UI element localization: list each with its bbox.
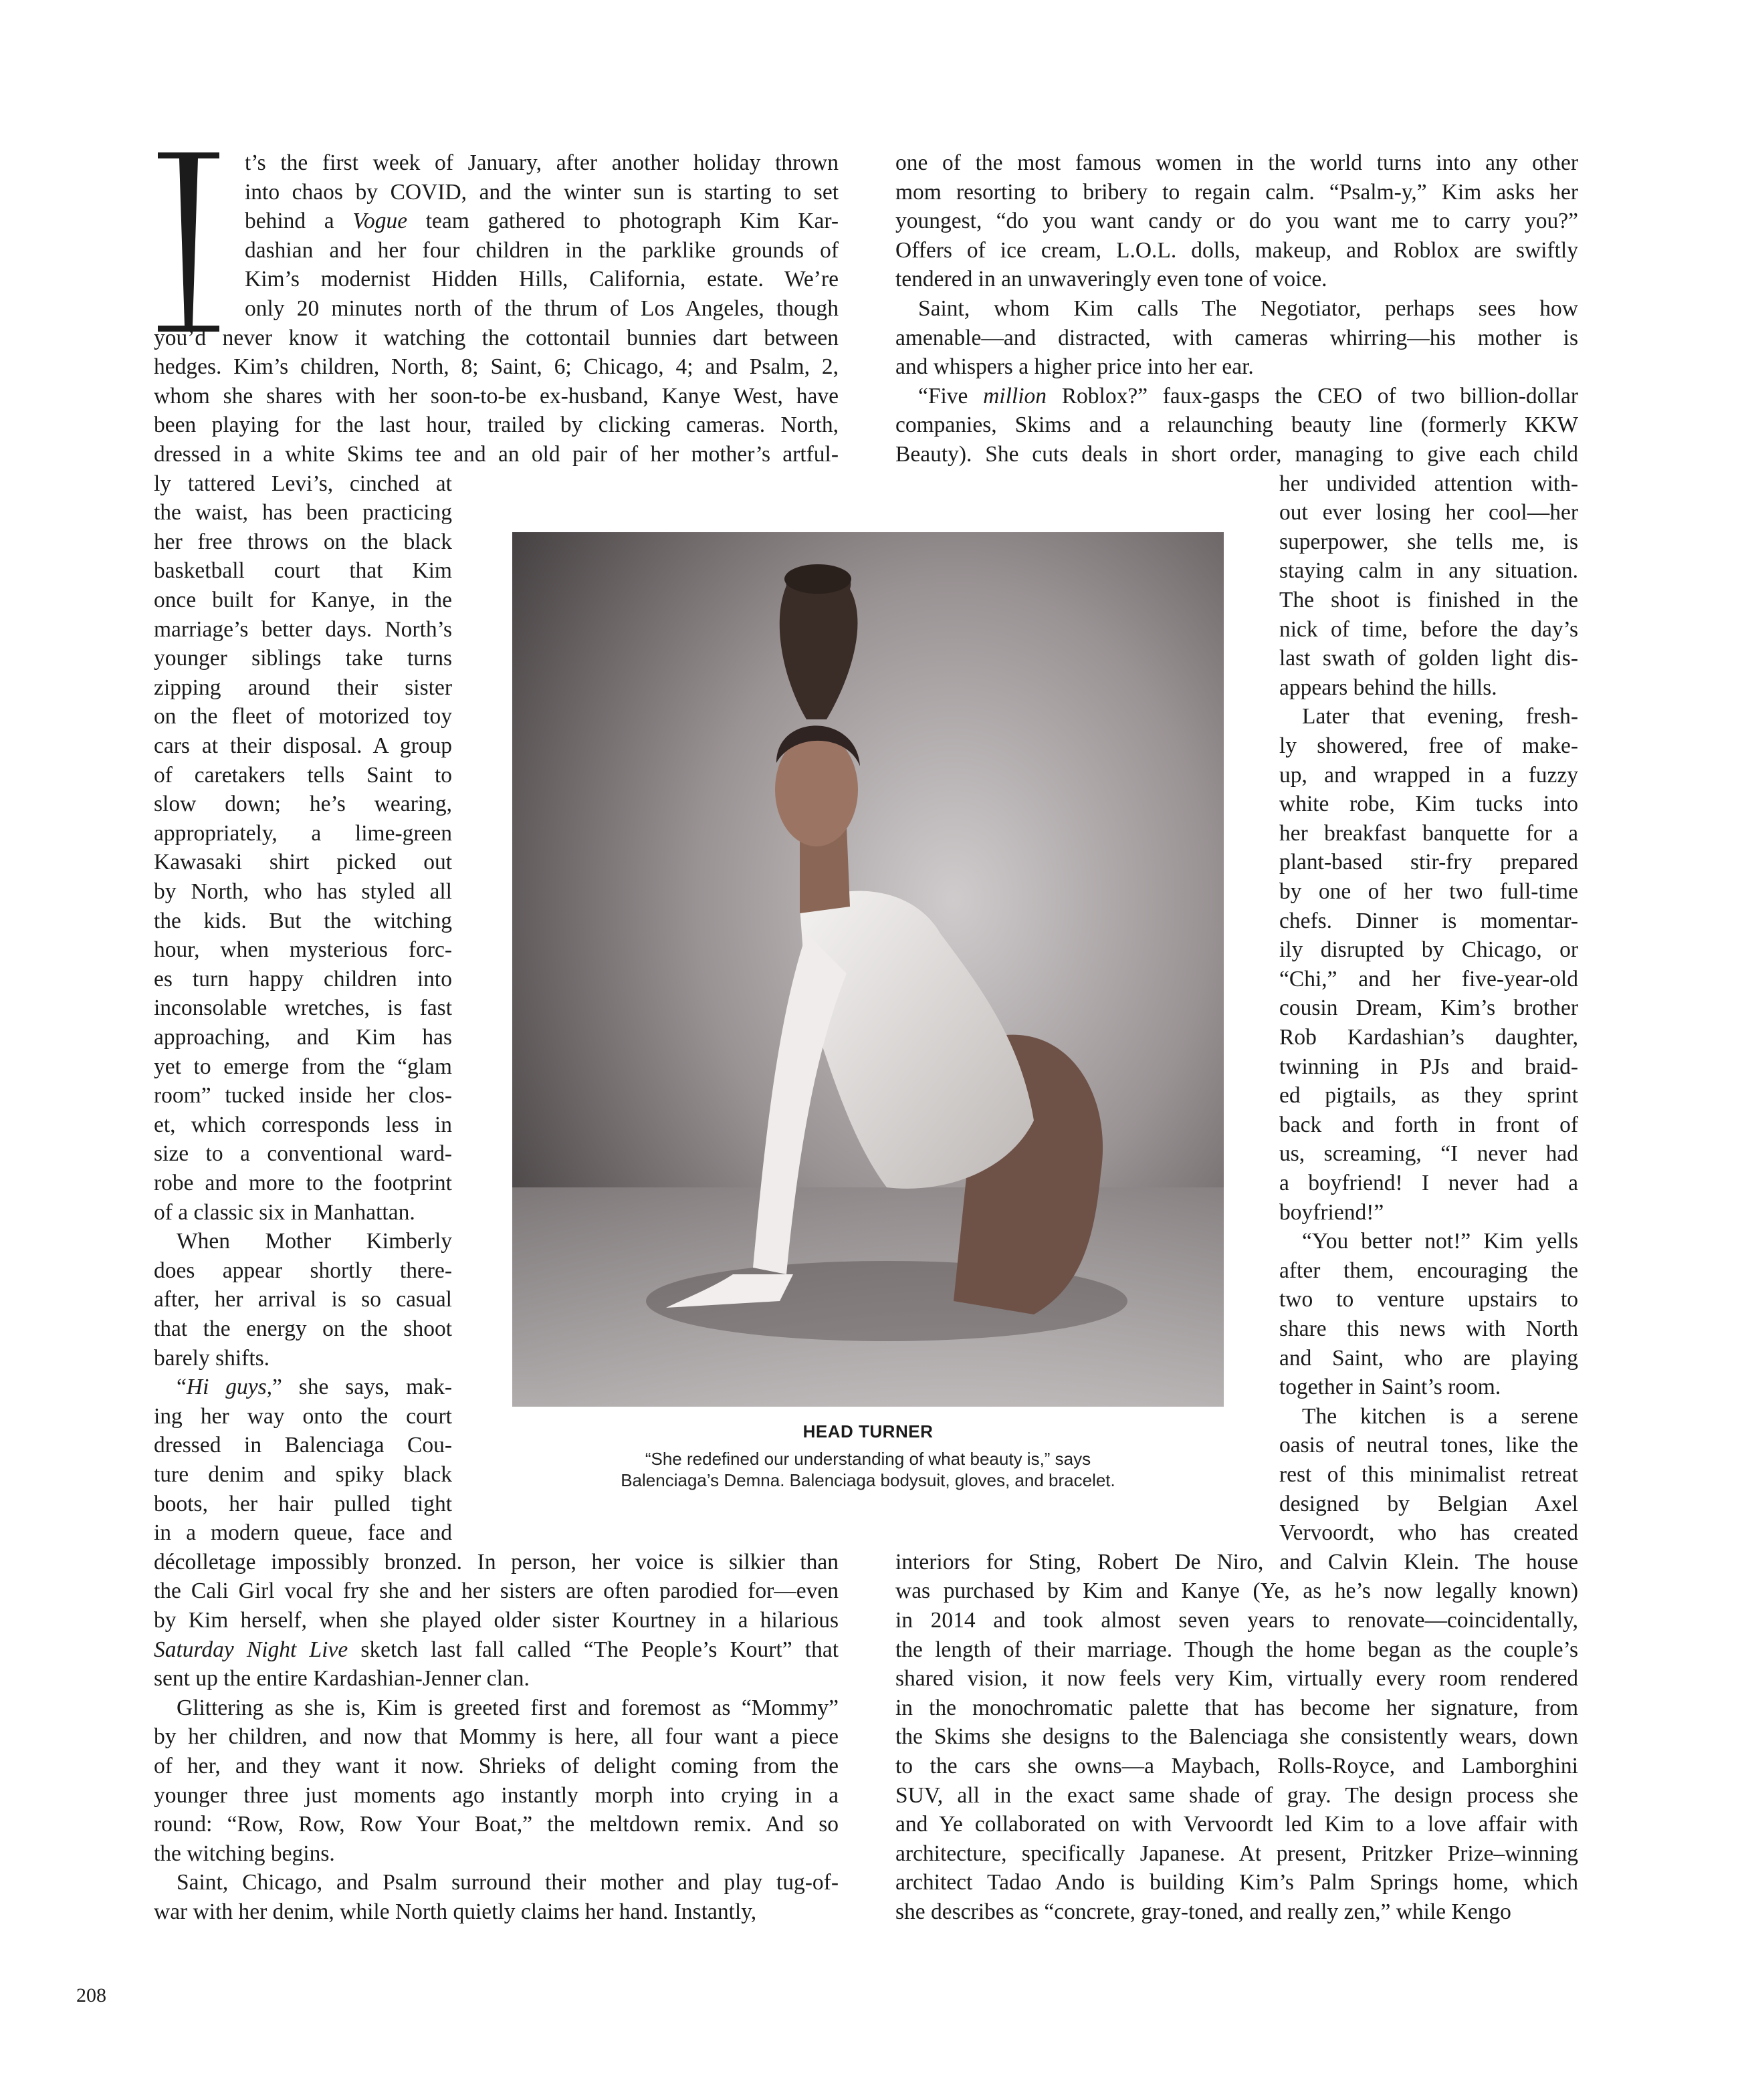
text-line: whom she shares with her soon-to-be ex-husband, Kanye West, have [154,383,839,409]
text-line: the witching begins. [154,1841,335,1866]
text-line: after them, encouraging the [1279,1258,1578,1283]
text-line: white robe, Kim tucks into [1279,792,1578,817]
text-line: you’d never know it watching the cottontail bunnies dart between [154,325,839,350]
text-line: us, screaming, “I never had [1279,1141,1578,1167]
text-line: her free throws on the black [154,529,452,554]
text-line: The kitchen is a serene [1302,1403,1578,1429]
text-line: “Hi guys,” she says, mak- [177,1375,452,1400]
text-line: one of the most famous women in the world turns into any other [895,150,1578,175]
text-line: room” tucked inside her clos- [154,1083,452,1109]
text-line: the kids. But the witching [154,908,452,933]
text-line: into chaos by COVID, and the winter sun is starting to set [245,179,839,205]
text-line: size to a conventional ward- [154,1141,452,1167]
text-line: approaching, and Kim has [154,1025,452,1050]
text-line: Kim’s modernist Hidden Hills, California, estate. We’re [245,267,839,292]
text-line: together in Saint’s room. [1279,1375,1501,1400]
text-line: ture denim and spiky black [154,1462,452,1487]
text-line: ed pigtails, as they sprint [1279,1083,1578,1109]
text-line: last swath of golden light dis- [1279,646,1578,671]
text-line: younger three just moments ago instantly morph into crying in a [154,1782,839,1808]
text-line: oasis of neutral tones, like the [1279,1433,1578,1458]
text-line: marriage’s better days. North’s [154,616,452,642]
text-line: the waist, has been practicing [154,500,452,526]
text-line: boyfriend!” [1279,1199,1384,1225]
text-line: by one of her two full-time [1279,879,1578,904]
text-line: by Kim herself, when she played older sister Kourtney in a hilarious [154,1608,839,1633]
text-line: designed by Belgian Axel [1279,1491,1578,1516]
text-line: ly showered, free of make- [1279,733,1578,758]
text-line: and whispers a higher price into her ear. [895,354,1254,380]
text-line: dashian and her four children in the parklike grounds of [245,237,839,263]
text-line: inconsolable wretches, is fast [154,996,452,1021]
text-line: round: “Row, Row, Row Your Boat,” the meltdown remix. And so [154,1812,839,1837]
text-line: behind a Vogue team gathered to photograph Kim Kar- [245,209,839,234]
text-line: the Skims she designs to the Balenciaga she consistently wears, down [895,1724,1578,1750]
text-line: up, and wrapped in a fuzzy [1279,762,1578,788]
text-line: by North, who has styled all [154,879,452,904]
text-line: of caretakers tells Saint to [154,762,452,788]
text-line: “Five million Roblox?” faux-gasps the CEO of two billion-dollar [918,383,1578,409]
text-line: When Mother Kimberly [177,1229,452,1254]
text-line: companies, Skims and a relaunching beauty line (formerly KKW [895,413,1578,438]
text-line: Vervoordt, who has created [1279,1520,1578,1546]
text-line: younger siblings take turns [154,646,452,671]
text-line: mom resorting to bribery to regain calm. “Psalm-y,” Kim asks her [895,179,1578,205]
text-line: on the fleet of motorized toy [154,704,452,729]
text-line: back and forth in front of [1279,1112,1578,1137]
text-line: was purchased by Kim and Kanye (Ye, as he’s now legally known) [895,1579,1578,1604]
text-line: once built for Kanye, in the [154,588,452,612]
text-line: Saint, Chicago, and Psalm surround their mother and play tug-of- [177,1870,839,1895]
text-line: hour, when mysterious forc- [154,937,452,963]
text-line: Rob Kardashian’s daughter, [1279,1025,1578,1050]
text-line: twinning in PJs and braid- [1279,1054,1578,1079]
text-line: a boyfriend! I never had a [1279,1171,1578,1195]
text-line: war with her denim, while North quietly claims her hand. Instantly, [154,1899,757,1924]
text-line: Later that evening, fresh- [1302,704,1578,729]
drop-cap [152,152,225,332]
text-line: of a classic six in Manhattan. [154,1199,415,1225]
text-line: amenable—and distracted, with cameras whirring—his mother is [895,325,1578,350]
text-line: zipping around their sister [154,675,452,700]
text-line: after, her arrival is so casual [154,1287,452,1312]
text-line: t’s the first week of January, after another holiday thrown [245,150,839,175]
text-line: to the cars she owns—a Maybach, Rolls-Royce, and Lamborghini [895,1754,1578,1778]
text-line: appropriately, a lime-green [154,820,452,846]
text-line: boots, her hair pulled tight [154,1491,452,1516]
text-line: that the energy on the shoot [154,1316,452,1341]
drop-cap-glyph [152,152,225,332]
text-line: youngest, “do you want candy or do you want me to carry you?” [895,209,1578,234]
text-line: dressed in Balenciaga Cou- [154,1433,452,1458]
text-line: Saturday Night Live sketch last fall called “The People’s Kourt” that [154,1637,839,1662]
text-line: shared vision, it now feels very Kim, virtually every room rendered [895,1666,1578,1691]
text-line: “Chi,” and her five-year-old [1279,966,1578,991]
caption-line: Balenciaga’s Demna. Balenciaga bodysuit, gloves, and bracelet. [621,1470,1115,1490]
text-line: she describes as “concrete, gray-toned, and really zen,” while Kengo [895,1899,1511,1924]
text-line: plant-based stir-fry prepared [1279,850,1578,875]
text-line: Kawasaki shirt picked out [154,850,452,875]
text-line: the length of their marriage. Though the home began as the couple’s [895,1637,1578,1662]
text-line: basketball court that Kim [154,558,452,584]
text-line: and Ye collaborated on with Vervoordt led Kim to a love affair with [895,1812,1578,1837]
text-line: SUV, all in the exact same shade of gray. The design process she [895,1782,1578,1808]
page-number: 208 [76,1984,106,2006]
text-line: et, which corresponds less in [154,1112,452,1137]
text-line: architect Tadao Ando is building Kim’s Palm Springs home, which [895,1870,1578,1895]
text-line: her undivided attention with- [1279,471,1578,496]
text-line: robe and more to the footprint [154,1171,452,1195]
text-line: in the monochromatic palette that has become her signature, from [895,1695,1578,1720]
text-line: sent up the entire Kardashian-Jenner clan. [154,1666,530,1691]
text-line: ily disrupted by Chicago, or [1279,937,1578,963]
text-line: interiors for Sting, Robert De Niro, and Calvin Klein. The house [895,1549,1578,1574]
text-line: only 20 minutes north of the thrum of Los Angeles, though [245,296,839,321]
text-line: share this news with North [1279,1316,1578,1341]
text-line: nick of time, before the day’s [1279,616,1578,642]
text-line: Offers of ice cream, L.O.L. dolls, makeup, and Roblox are swiftly [895,237,1578,263]
text-line: hedges. Kim’s children, North, 8; Saint, 6; Chicago, 4; and Psalm, 2, [154,354,839,380]
text-line: Saint, whom Kim calls The Negotiator, perhaps sees how [918,296,1578,321]
text-line: es turn happy children into [154,966,452,991]
text-line: barely shifts. [154,1345,270,1371]
text-line: staying calm in any situation. [1279,558,1578,584]
portrait-image [512,532,1224,1407]
text-line: in a modern queue, face and [154,1520,452,1546]
text-line: slow down; he’s wearing, [154,792,452,817]
text-line: architecture, specifically Japanese. At present, Pritzker Prize–winning [895,1841,1578,1866]
text-line: dressed in a white Skims tee and an old pair of her mother’s artful- [154,442,839,467]
text-line: out ever losing her cool—her [1279,500,1578,526]
text-line: superpower, she tells me, is [1279,529,1578,554]
text-line: does appear shortly there- [154,1258,452,1283]
text-line: in 2014 and took almost seven years to renovate—coincidentally, [895,1608,1578,1633]
text-line: The shoot is finished in the [1279,588,1578,612]
text-line: her breakfast banquette for a [1279,820,1578,846]
text-line: and Saint, who are playing [1279,1345,1578,1371]
text-line: rest of this minimalist retreat [1279,1462,1578,1487]
feature-photo [512,532,1224,1407]
text-line: by her children, and now that Mommy is here, all four want a piece [154,1724,839,1750]
text-line: cars at their disposal. A group [154,733,452,758]
text-line: the Cali Girl vocal fry she and her sisters are often parodied for—even [154,1579,839,1604]
caption-line: “She redefined our understanding of what beauty is,” says [645,1449,1091,1469]
text-line: Glittering as she is, Kim is greeted first and foremost as “Mommy” [177,1695,839,1720]
caption-title: HEAD TURNER [802,1421,934,1441]
text-line: ly tattered Levi’s, cinched at [154,471,452,496]
text-line: décolletage impossibly bronzed. In person, her voice is silkier than [154,1549,839,1574]
text-line: ing her way onto the court [154,1403,452,1429]
text-line: appears behind the hills. [1279,675,1497,700]
text-line: been playing for the last hour, trailed by clicking cameras. North, [154,413,839,438]
text-line: yet to emerge from the “glam [154,1054,452,1079]
text-line: of her, and they want it now. Shrieks of delight coming from the [154,1754,839,1778]
text-line: Beauty). She cuts deals in short order, managing to give each child [895,442,1578,467]
text-line: “You better not!” Kim yells [1302,1229,1578,1254]
text-line: cousin Dream, Kim’s brother [1279,996,1578,1021]
text-line: chefs. Dinner is momentar- [1279,908,1578,933]
text-line: tendered in an unwaveringly even tone of voice. [895,267,1327,292]
text-line: two to venture upstairs to [1279,1287,1578,1312]
